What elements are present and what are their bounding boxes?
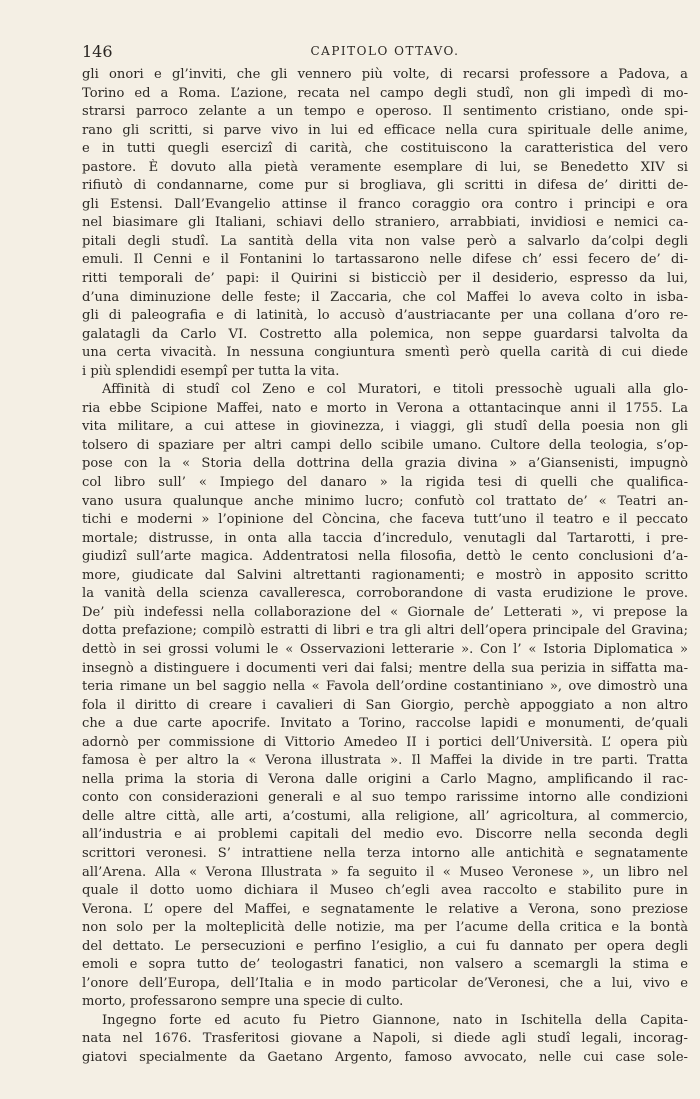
text-line: conto con considerazioni generali e al suo tempo rarissime intorno alle condizioni — [82, 790, 688, 806]
text-line: gli di paleografia e di latinità, lo accusò d’austriacante per una collana d’oro re- — [82, 308, 688, 324]
text-line: vita militare, a cui attese in giovinezza, i viaggi, gli studî della poesia non gli — [82, 419, 688, 435]
text-line: del dettato. Le persecuzioni e perfino l’esiglio, a cui fu dannato per opera degli — [82, 938, 688, 954]
text-line: gli Estensi. Dall’Evangelio attinse il franco coraggio ora contro i principi e ora — [82, 196, 688, 212]
text-line: e in tutti quegli esercizî di carità, che costituiscono la caratteristica del vero — [82, 141, 688, 157]
text-line: strarsi parroco zelante a un tempo e operoso. Il sentimento cristiano, onde spi- — [82, 104, 688, 120]
text-line: giatovi specialmente da Gaetano Argento, famoso avvocato, nelle cui case sole- — [82, 1049, 688, 1065]
text-line: non solo per la molteplicità delle notizie, ma per l’acume della critica e la bontà — [82, 920, 688, 936]
text-line: d’una diminuzione delle feste; il Zaccaria, che col Maffei lo aveva colto in isba- — [82, 289, 688, 305]
text-line: morto, professarono sempre una specie di culto. — [82, 994, 404, 1010]
text-line: emuli. Il Cenni e il Fontanini lo tartassarono nelle difese ch’ essi fecero de’ di- — [82, 252, 688, 268]
text-line: col libro sull’ « Impiego del danaro » la rigida tesi di quelli che qualifica- — [82, 475, 688, 491]
text-line: all’industria e ai problemi capitali del medio evo. Discorre nella seconda degli — [82, 827, 688, 843]
text-line: all’Arena. Alla « Verona Illustrata » fa seguito il « Museo Veronese », un libro nel — [82, 864, 688, 880]
text-line: Ingegno forte ed acuto fu Pietro Giannone, nato in Ischitella della Capita- — [102, 1012, 688, 1028]
text-line: insegnò a distinguere i documenti veri dai falsi; mentre della sua perizia in siffatta ma- — [82, 660, 688, 676]
text-line: Verona. L’ opere del Maffei, e segnatamente le relative a Verona, sono preziose — [82, 901, 688, 917]
text-line: pastore. È dovuto alla pietà veramente esemplare di lui, se Benedetto XIV si — [82, 159, 688, 175]
text-line: mortale; distrusse, in onta alla taccia d’incredulo, venutagli dal Tartarotti, i pre- — [82, 530, 688, 546]
text-line: una certa vivacità. In nessuna congiuntura smentì però quella carità di cui diede — [82, 345, 688, 361]
text-line: De’ più indefessi nella collaborazione del « Giornale de’ Letterati », vi prepose la — [82, 604, 688, 620]
text-line: quale il dotto uomo dichiara il Museo ch’egli avea raccolto e stabilito pure in — [82, 883, 688, 899]
text-line: tichi e moderni » l’opinione del Còncina, che faceva tutt’uno il teatro e il peccato — [82, 512, 688, 528]
text-line: delle altre città, alle arti, a’costumi, alla religione, all’ agricoltura, al commercio, — [82, 808, 688, 824]
text-line: rifiutò di condannarne, come pur si brogliava, gli scritti in difesa de’ diritti de- — [82, 178, 688, 194]
text-line: l’onore dell’Europa, dell’Italia e in modo particolar de’Veronesi, che a lui, vivo e — [82, 975, 688, 991]
text-line: teria rimane un bel saggio nella « Favola dell’ordine costantiniano », ove dimostrò una — [82, 679, 688, 695]
text-line: Affinità di studî col Zeno e col Muratori, e titoli pressochè uguali alla glo- — [102, 382, 688, 398]
text-line: nata nel 1676. Trasferitosi giovane a Napoli, si diede agli studî legali, incorag- — [82, 1031, 688, 1047]
body-text — [82, 66, 688, 1068]
paragraph — [82, 66, 688, 381]
text-line: galatagli da Carlo VI. Costretto alla polemica, non seppe guardarsi talvolta da — [82, 326, 688, 342]
text-line: giudizî sull’arte magica. Addentratosi nella filosofia, dettò le cento conclusioni d’a- — [82, 549, 688, 565]
text-line: vano usura qualunque anche minimo lucro; confutò col trattato de’ « Teatri an- — [82, 493, 688, 509]
text-line: adornò per commissione di Vittorio Amedeo II i portici dell’Università. L’ opera più — [82, 734, 688, 750]
paragraph — [82, 1012, 688, 1068]
text-line: ria ebbe Scipione Maffei, nato e morto in Verona a ottantacinque anni il 1755. La — [82, 400, 688, 416]
text-line: nel biasimare gli Italiani, schiavi dello straniero, arrabbiati, invidiosi e nemici ca- — [82, 215, 688, 231]
text-line: famosa è per altro la « Verona illustrata ». Il Maffei la divide in tre parti. Tratta — [82, 753, 688, 769]
text-line: rano gli scritti, si parve vivo in lui ed efficace nella cura spirituale delle anime, — [82, 122, 688, 138]
text-line: nella prima la storia di Verona dalle origini a Carlo Magno, amplificando il rac- — [82, 771, 688, 787]
page-number: 146 — [82, 42, 113, 61]
text-line: che a due carte apocrife. Invitato a Torino, raccolse lapidi e monumenti, de’quali — [82, 716, 688, 732]
text-line: scrittori veronesi. S’ intrattiene nella terza intorno alle antichità e segnatamente — [82, 845, 688, 861]
text-line: la vanità della scienza cavalleresca, corroborandone di vasta erudizione le prove. — [82, 586, 688, 602]
text-line: dettò in sei grossi volumi le « Osservazioni letterarie ». Con l’ « Istoria Diplomatica » — [82, 641, 688, 657]
text-line: Torino ed a Roma. L’azione, recata nel campo degli studî, non gli impedì di mo- — [82, 85, 688, 101]
page-header — [82, 42, 688, 64]
text-line: gli onori e gl’inviti, che gli vennero più volte, di recarsi professore a Padova, a — [82, 67, 688, 82]
text-line: i più splendidi esempî per tutta la vita. — [82, 363, 340, 379]
paragraph — [82, 381, 688, 1012]
running-head: CAPITOLO OTTAVO. — [310, 44, 460, 58]
text-line: dotta prefazione; compilò estratti di libri e tra gli altri dell’opera principale del Gravina; — [82, 623, 688, 639]
text-line: more, giudicate dal Salvini altrettanti ragionamenti; e mostrò in apposito scritto — [82, 567, 688, 583]
text-line: fola il diritto di creare i cavalieri di San Giorgio, perchè appoggiato a non altro — [82, 697, 688, 713]
text-line: pose con la « Storia della dottrina della grazia divina » a’Giansenisti, impugnò — [82, 456, 688, 472]
text-line: tolsero di spaziare per altri campi dello scibile umano. Cultore della teologia, s’op- — [82, 437, 688, 453]
text-line: emoli e sopra tutto de’ teologastri fanatici, non valsero a scemargli la stima e — [82, 957, 688, 973]
text-line: pitali degli studî. La santità della vita non valse però a salvarlo da’colpi degli — [82, 233, 688, 249]
text-line: ritti temporali de’ papi: il Quirini si bisticciò per il desiderio, espresso da lui, — [82, 271, 688, 287]
